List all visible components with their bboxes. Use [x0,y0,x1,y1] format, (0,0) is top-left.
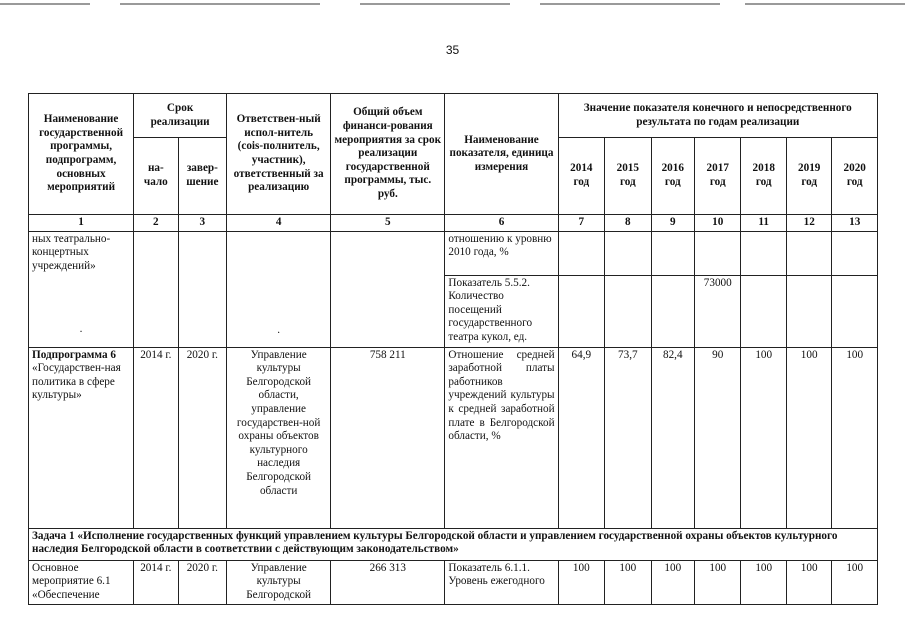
column-number-row [29,215,878,232]
continued-name: ных театрально-концертных учреждений» [32,232,111,272]
header-year: 2014 год [558,138,604,215]
column-number: 11 [741,215,786,232]
column-number: 8 [605,215,651,232]
column-number: 13 [832,215,878,232]
column-number: 12 [786,215,831,232]
cell-value [741,275,786,347]
header-values: Значение показателя конечного и непосредственного результата по годам реализации [558,94,877,138]
column-number: 10 [695,215,741,232]
stray-dot: . [79,323,83,336]
column-number: 3 [178,215,227,232]
header-year: 2015 год [605,138,651,215]
table-row-main-6-1 [29,560,878,604]
subprogram-value: 100 [786,347,831,528]
header-start: на-чало [134,138,178,215]
subprogram-end: 2020 г. [178,347,227,528]
cell-value [651,275,694,347]
cell-start [134,231,178,347]
subprogram-indicator: Отношение средней заработной платы работников учреждений культуры к средней заработной плате в Белгородской области, % [445,347,558,528]
continued-indicator-a: отношению к уровню 2010 года, % [445,231,558,275]
header-year: 2018 год [741,138,786,215]
subprogram-value: 100 [832,347,878,528]
column-number: 4 [227,215,331,232]
task-1-title: Задача 1 «Исполнение государственных функций управлением культуры Белгородской области и управлением государственной охраны объектов культурного наследия Белгородской области в соответствии с действующим законодательством» [29,528,878,560]
column-number: 9 [651,215,694,232]
header-year: 2016 год [651,138,694,215]
cell-value [832,231,878,275]
cell-value [741,231,786,275]
main-event-value: 100 [695,560,741,604]
main-event-value: 100 [558,560,604,604]
main-event-value: 100 [832,560,878,604]
cell-value [695,231,741,275]
program-table [28,93,878,605]
header-year: 2019 год [786,138,831,215]
scan-edge-line [0,0,905,8]
cell-value [558,231,604,275]
header-finance: Общий объем финанси-рования мероприятия за срок реализации государственной программы, тыс. руб. [331,94,445,215]
subprogram-name-rest: «Государствен-ная политика в сфере культуры» [32,362,121,402]
cell-value-2017: 73000 [695,275,741,347]
cell-value [786,231,831,275]
stray-dot: . [277,323,281,336]
task-row [29,528,878,560]
column-number: 1 [29,215,134,232]
subprogram-responsible: Управление культуры Белгородской области, управление государствен-ной охраны объектов культурного наследия Белгородской области [227,347,331,528]
main-event-end: 2020 г. [178,560,227,604]
cell-value [558,275,604,347]
header-row-1 [29,94,878,138]
column-number: 6 [445,215,558,232]
subprogram-value: 64,9 [558,347,604,528]
header-indicator: Наименование показателя, единица измерения [445,94,558,215]
header-end: завер-шение [178,138,227,215]
main-event-name: Основное мероприятие 6.1 «Обеспечение [29,560,134,604]
header-year: 2017 год [695,138,741,215]
subprogram-value: 73,7 [605,347,651,528]
subprogram-name [29,347,134,528]
column-number: 7 [558,215,604,232]
subprogram-value: 100 [741,347,786,528]
cell-value [651,231,694,275]
cell-finance [331,231,445,347]
subprogram-value: 82,4 [651,347,694,528]
cell-value [605,275,651,347]
subprogram-start: 2014 г. [134,347,178,528]
cell-value [786,275,831,347]
main-event-value: 100 [741,560,786,604]
header-responsible: Ответствен-ный испол-нитель (сois-полнитель, участник), ответственный за реализацию [227,94,331,215]
column-number: 5 [331,215,445,232]
cell-value [605,231,651,275]
cell-name [29,231,134,347]
cell-responsible [227,231,331,347]
main-event-value: 100 [786,560,831,604]
subprogram-value: 90 [695,347,741,528]
cell-value [832,275,878,347]
continued-indicator-b: Показатель 5.5.2. Количество посещений государственного театра кукол, ед. [445,275,558,347]
page-number: 35 [445,43,460,57]
header-year: 2020 год [832,138,878,215]
main-event-indicator: Показатель 6.1.1. Уровень ежегодного [445,560,558,604]
main-event-start: 2014 г. [134,560,178,604]
table-row-subprogram-6 [29,347,878,528]
subprogram-finance: 758 211 [331,347,445,528]
subprogram-name-bold: Подпрограмма 6 [32,348,116,361]
main-event-finance: 266 313 [331,560,445,604]
main-event-responsible: Управление культуры Белгородской [227,560,331,604]
header-period: Срок реализации [134,94,227,138]
header-name: Наименование государственной программы, подпрограмм, основных мероприятий [29,94,134,215]
cell-end [178,231,227,347]
table-row-continued-a [29,231,878,275]
column-number: 2 [134,215,178,232]
main-event-value: 100 [651,560,694,604]
main-event-value: 100 [605,560,651,604]
